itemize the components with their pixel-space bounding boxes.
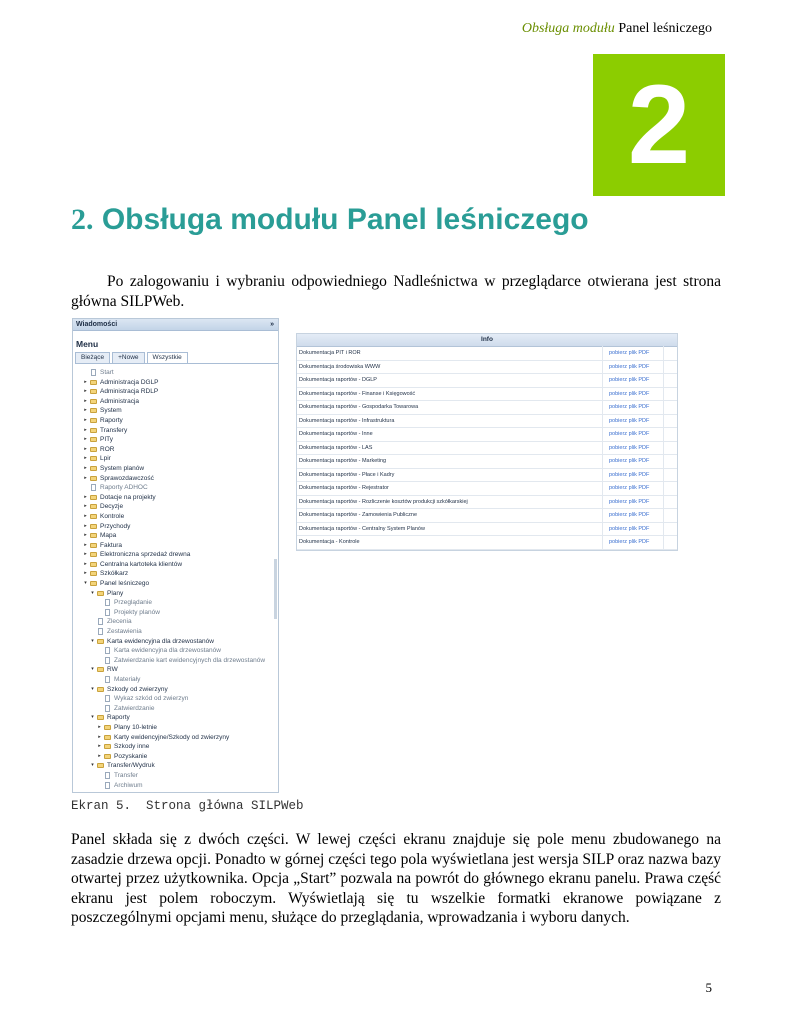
tree-node-label: Archiwum xyxy=(114,781,143,789)
document-name: Dokumentacja raportów - LAS xyxy=(299,444,373,451)
folder-icon xyxy=(90,543,97,548)
document-name: Dokumentacja raportów - Centralny System Planów xyxy=(299,525,425,532)
tree-node-label: Przychody xyxy=(100,522,131,530)
table-row xyxy=(297,536,677,550)
table-row xyxy=(297,374,677,388)
document-name: Dokumentacja raportów - Inne xyxy=(299,431,373,437)
tree-node-label: Zatwierdzanie xyxy=(114,704,155,712)
tree-node-label: Decyzje xyxy=(100,503,124,511)
download-pdf-link[interactable]: pobierz plik PDF xyxy=(609,458,650,464)
tree-node-label: Elektroniczna sprzedaż drewna xyxy=(100,551,191,559)
download-pdf-link[interactable]: pobierz plik PDF xyxy=(609,377,650,383)
tree-node-label: Faktura xyxy=(100,541,123,549)
collapse-arrow-icon[interactable]: ▾ xyxy=(91,685,94,692)
folder-icon xyxy=(97,687,104,692)
table-row xyxy=(297,442,677,456)
tree-node[interactable] xyxy=(73,416,278,426)
tree-node[interactable] xyxy=(73,397,278,407)
document-name: Dokumentacja PIT i ROR xyxy=(299,350,361,356)
expand-arrow-icon[interactable]: ▸ xyxy=(98,743,101,750)
tree-node[interactable] xyxy=(73,781,278,791)
folder-icon xyxy=(104,744,111,749)
page-icon xyxy=(105,705,110,712)
tree-node[interactable] xyxy=(73,627,278,637)
tree-node[interactable] xyxy=(73,589,278,599)
table-row xyxy=(297,496,677,510)
folder-icon xyxy=(90,495,97,500)
table-row xyxy=(297,361,677,375)
collapse-arrow-icon[interactable]: ▾ xyxy=(91,714,94,721)
folder-icon xyxy=(90,380,97,385)
expand-arrow-icon[interactable]: ▸ xyxy=(84,493,87,500)
folder-icon xyxy=(104,735,111,740)
tree-node-label: Transfery xyxy=(100,426,128,434)
expand-arrow-icon[interactable]: ▸ xyxy=(84,541,87,548)
expand-arrow-icon[interactable]: ▸ xyxy=(84,388,87,395)
tree-node-label: System xyxy=(100,407,122,415)
tree-node[interactable] xyxy=(73,771,278,781)
tree-node[interactable] xyxy=(73,646,278,656)
download-pdf-link[interactable]: pobierz plik PDF xyxy=(609,471,650,478)
tree-node-label: System planów xyxy=(100,464,145,472)
tree-node[interactable] xyxy=(73,617,278,627)
download-pdf-link[interactable]: pobierz plik PDF xyxy=(609,404,650,410)
menu-tree xyxy=(73,364,278,790)
download-pdf-link[interactable]: pobierz plik PDF xyxy=(609,431,650,437)
tree-node[interactable] xyxy=(73,464,278,474)
expand-arrow-icon[interactable]: ▸ xyxy=(84,455,87,462)
folder-icon xyxy=(90,389,97,394)
folder-icon xyxy=(90,524,97,529)
folder-icon xyxy=(97,639,104,644)
collapse-arrow-icon[interactable]: ▾ xyxy=(91,637,94,644)
expand-arrow-icon[interactable]: ▸ xyxy=(98,733,101,740)
document-name: Dokumentacja raportów - DGLP xyxy=(299,377,377,383)
table-row xyxy=(297,509,677,523)
tree-node[interactable] xyxy=(73,742,278,752)
intro-paragraph: Po zalogowaniu i wybraniu odpowiedniego Nadleśnictwa w przeglądarce otwierana jest strona główna SILPWeb. xyxy=(71,273,721,310)
folder-icon xyxy=(90,514,97,519)
running-header-module: Obsługa modułu xyxy=(521,21,615,36)
table-row xyxy=(297,455,677,469)
tree-node-label: Centralna kartoteka klientów xyxy=(100,560,183,568)
download-pdf-link[interactable]: pobierz plik PDF xyxy=(609,363,650,370)
tree-node-label: Administracja xyxy=(100,397,140,405)
messages-bar xyxy=(73,319,278,331)
tree-node[interactable] xyxy=(73,474,278,484)
expand-arrow-icon[interactable]: ▸ xyxy=(84,503,87,510)
figure-caption: Ekran 5. Strona główna SILPWeb xyxy=(71,799,304,813)
expand-arrow-icon[interactable]: ▸ xyxy=(84,474,87,481)
tree-node-label: Pozyskanie xyxy=(114,752,148,760)
tree-node-label: Raporty xyxy=(107,714,130,722)
table-row xyxy=(297,523,677,537)
tree-node[interactable] xyxy=(73,752,278,762)
tree-node[interactable] xyxy=(73,675,278,685)
tree-node[interactable] xyxy=(73,761,278,771)
page-icon xyxy=(105,609,110,616)
expand-arrow-icon[interactable]: ▸ xyxy=(84,522,87,529)
chapter-heading-number: 2. xyxy=(71,203,94,236)
tree-node-label: Plany 10-letnie xyxy=(114,723,157,731)
document-name: Dokumentacja raportów - Marketing xyxy=(299,458,387,464)
document-name: Dokumentacja raportów - Rozliczenie kosztów produkcji szkółkarskiej xyxy=(299,498,468,505)
page-icon xyxy=(91,484,96,491)
document-name: Dokumentacja raportów - Infrastruktura xyxy=(299,417,395,424)
tree-node[interactable] xyxy=(73,493,278,503)
tree-node[interactable] xyxy=(73,502,278,512)
tree-node[interactable] xyxy=(73,483,278,493)
download-pdf-link[interactable]: pobierz plik PDF xyxy=(609,417,650,424)
tree-node-label: Szkółkarz xyxy=(100,570,129,578)
tree-node[interactable] xyxy=(73,579,278,589)
tree-node[interactable] xyxy=(73,531,278,541)
expand-arrow-icon[interactable]: ▸ xyxy=(84,407,87,414)
folder-icon xyxy=(97,667,104,672)
document-name: Dokumentacja raportów - Finanse i Księgowość xyxy=(299,390,416,397)
folder-icon xyxy=(90,447,97,452)
scrollbar-thumb xyxy=(274,559,277,619)
chapter-number-box: 2 xyxy=(593,54,725,196)
tree-node[interactable] xyxy=(73,685,278,695)
page-icon xyxy=(105,772,110,779)
expand-arrow-icon[interactable]: ▸ xyxy=(98,723,101,730)
tree-node-label: Transfer/Wydruk xyxy=(107,762,155,770)
tab-all: Wszystkie xyxy=(147,352,188,363)
tree-node[interactable] xyxy=(73,569,278,579)
download-pdf-link[interactable]: pobierz plik PDF xyxy=(609,444,650,451)
tree-node-label: Karta ewidencyjna dla drzewostanów xyxy=(114,647,221,655)
table-row xyxy=(297,388,677,402)
tree-node[interactable] xyxy=(73,598,278,608)
tree-node[interactable] xyxy=(73,522,278,532)
folder-icon xyxy=(90,408,97,413)
folder-icon xyxy=(97,715,104,720)
page-number: 5 xyxy=(705,980,712,995)
tree-node[interactable] xyxy=(73,637,278,647)
page-icon xyxy=(105,647,110,654)
page-icon xyxy=(105,676,110,683)
page-icon xyxy=(105,695,110,702)
download-pdf-link[interactable]: pobierz plik PDF xyxy=(609,539,650,545)
download-pdf-link[interactable]: pobierz plik PDF xyxy=(609,512,650,518)
tree-node[interactable] xyxy=(73,445,278,455)
expand-arrow-icon[interactable]: ▸ xyxy=(84,397,87,404)
download-pdf-link[interactable]: pobierz plik PDF xyxy=(609,350,650,356)
menu-panel-screenshot xyxy=(72,318,279,793)
folder-icon xyxy=(90,437,97,442)
tree-node-label: Lpir xyxy=(100,455,111,463)
tree-node-label: Raporty ADHOC xyxy=(100,484,148,492)
tree-node[interactable] xyxy=(73,713,278,723)
tree-node-label: Mapa xyxy=(100,532,117,540)
table-row xyxy=(297,469,677,483)
tree-node-label: Projekty planów xyxy=(114,608,160,616)
table-row xyxy=(297,428,677,442)
chapter-heading-title: Obsługa modułu Panel leśniczego xyxy=(101,203,589,236)
folder-icon xyxy=(90,418,97,423)
expand-arrow-icon[interactable]: ▸ xyxy=(98,752,101,759)
tree-node[interactable] xyxy=(73,512,278,522)
page-icon xyxy=(98,628,103,635)
running-header-title: Panel leśniczego xyxy=(618,21,712,36)
folder-icon xyxy=(90,476,97,481)
tree-node-label: Sprawozdawczość xyxy=(100,474,154,482)
tree-node[interactable] xyxy=(73,656,278,666)
tree-node-label: Zestawienia xyxy=(107,628,142,636)
tab-new: +Nowe xyxy=(112,352,144,363)
expand-arrow-icon[interactable]: ▸ xyxy=(84,416,87,423)
tree-node[interactable] xyxy=(73,368,278,378)
tree-node-label: RW xyxy=(107,666,118,674)
tree-node[interactable] xyxy=(73,387,278,397)
tree-node[interactable] xyxy=(73,665,278,675)
folder-icon xyxy=(97,591,104,596)
folder-icon xyxy=(97,763,104,768)
collapse-arrow-icon[interactable]: ▾ xyxy=(84,580,87,587)
folder-icon xyxy=(104,754,111,759)
collapse-arrow-icon[interactable]: ▾ xyxy=(91,589,94,596)
tree-node[interactable] xyxy=(73,560,278,570)
collapse-arrow-icon[interactable]: ▾ xyxy=(91,762,94,769)
document-name: Dokumentacja środowiska WWW xyxy=(299,363,381,370)
tree-node[interactable] xyxy=(73,704,278,714)
expand-arrow-icon[interactable]: ▸ xyxy=(84,378,87,385)
tree-node[interactable] xyxy=(73,378,278,388)
tree-node-label: Plany xyxy=(107,589,124,597)
chapter-heading xyxy=(71,203,589,237)
expand-arrow-icon[interactable]: ▸ xyxy=(84,532,87,539)
running-header xyxy=(522,21,712,37)
tree-node[interactable] xyxy=(73,454,278,464)
expand-icon: » xyxy=(270,321,274,328)
document-name: Dokumentacja raportów - Płace i Kadry xyxy=(299,471,395,478)
folder-icon xyxy=(104,725,111,730)
tree-node-label: Kontrole xyxy=(100,512,125,520)
collapse-arrow-icon[interactable]: ▾ xyxy=(91,666,94,673)
download-pdf-link[interactable]: pobierz plik PDF xyxy=(609,390,650,397)
tree-node-label: Szkody od zwierzyny xyxy=(107,685,168,693)
page-icon xyxy=(105,657,110,664)
tree-node-label: ROR xyxy=(100,445,115,453)
menu-title: Menu xyxy=(76,339,99,349)
tree-node[interactable] xyxy=(73,608,278,618)
tree-node-label: Raporty xyxy=(100,416,123,424)
folder-icon xyxy=(90,581,97,586)
expand-arrow-icon[interactable]: ▸ xyxy=(84,436,87,443)
tree-node[interactable] xyxy=(73,541,278,551)
tree-node-label: Przeglądanie xyxy=(114,599,152,607)
expand-arrow-icon[interactable]: ▸ xyxy=(84,512,87,519)
expand-arrow-icon[interactable]: ▸ xyxy=(84,426,87,433)
table-row xyxy=(297,347,677,361)
tree-node[interactable] xyxy=(73,426,278,436)
tree-node-label: Zlecenia xyxy=(107,618,132,626)
folder-icon xyxy=(90,456,97,461)
tree-node[interactable] xyxy=(73,406,278,416)
expand-arrow-icon[interactable]: ▸ xyxy=(84,570,87,577)
tree-node-label: Szkody inne xyxy=(114,743,150,751)
download-pdf-link[interactable]: pobierz plik PDF xyxy=(609,485,650,491)
expand-arrow-icon[interactable]: ▸ xyxy=(84,560,87,567)
tree-node-label: PITy xyxy=(100,436,114,444)
menu-tabs xyxy=(75,352,278,364)
tree-node-label: Transfer xyxy=(114,771,138,779)
info-table-screenshot xyxy=(296,333,678,551)
download-pdf-link[interactable]: pobierz plik PDF xyxy=(609,498,650,505)
expand-arrow-icon[interactable]: ▸ xyxy=(84,445,87,452)
tree-node-label: Administracja DGLP xyxy=(100,378,159,386)
table-row xyxy=(297,401,677,415)
tree-node-label: Dotacje na projekty xyxy=(100,493,156,501)
folder-icon xyxy=(90,428,97,433)
tree-node-label: Karta ewidencyjna dla drzewostanów xyxy=(107,637,214,645)
tree-node[interactable] xyxy=(73,723,278,733)
tree-node[interactable] xyxy=(73,694,278,704)
tree-node-label: Wykaz szkód od zwierzyn xyxy=(114,695,189,703)
document-name: Dokumentacja - Kontrole xyxy=(299,539,360,545)
document-name: Dokumentacja raportów - Zamowienia Publiczne xyxy=(299,512,417,518)
document-name: Dokumentacja raportów - Gospodarka Towarowa xyxy=(299,404,419,410)
tree-node[interactable] xyxy=(73,550,278,560)
folder-icon xyxy=(90,571,97,576)
tree-node-label: Karty ewidencyjne/Szkody od zwierzyny xyxy=(114,733,230,741)
tree-node-label: Zatwierdzanie kart ewidencyjnych dla drzewostanów xyxy=(114,656,266,664)
folder-icon xyxy=(90,466,97,471)
tree-node[interactable] xyxy=(73,733,278,743)
messages-bar-title: Wiadomości xyxy=(76,321,118,328)
table-row xyxy=(297,482,677,496)
folder-icon xyxy=(90,504,97,509)
folder-icon xyxy=(90,552,97,557)
download-pdf-link[interactable]: pobierz plik PDF xyxy=(609,525,650,532)
page-icon xyxy=(98,618,103,625)
tree-node[interactable] xyxy=(73,435,278,445)
folder-icon xyxy=(90,562,97,567)
body-paragraph: Panel składa się z dwóch części. W lewej części ekranu znajduje się pole menu zbudowanego na zasadzie drzewa opcji. Ponadto w górnej części tego pola wyświetlana jest wersja SILP oraz nazwa bazy otwartej przez użytkownika. Opcja „Start” pozwala na powrót do głównego ekranu panelu. Prawa część ekranu jest polem roboczym. Wyświetlają się tu wszelkie formatki ekranowe powiązane z poszczególnymi opcjami menu, służące do przeglądania, wprowadzania i wyboru danych. xyxy=(71,831,721,926)
tab-current: Bieżące xyxy=(75,352,110,363)
page-icon xyxy=(91,369,96,376)
table-row xyxy=(297,415,677,429)
folder-icon xyxy=(90,533,97,538)
expand-arrow-icon[interactable]: ▸ xyxy=(84,464,87,471)
tree-node-label: Materiały xyxy=(114,676,141,683)
folder-icon xyxy=(90,399,97,404)
page-icon xyxy=(105,599,110,606)
tree-node-label: Start xyxy=(100,369,114,376)
info-table-header: Info xyxy=(297,334,677,347)
document-name: Dokumentacja raportów - Rejestrator xyxy=(299,485,389,491)
page-icon xyxy=(105,782,110,789)
expand-arrow-icon[interactable]: ▸ xyxy=(84,551,87,558)
tree-node-label: Panel leśniczego xyxy=(100,580,150,588)
tree-node-label: Administracja RDLP xyxy=(100,388,159,396)
